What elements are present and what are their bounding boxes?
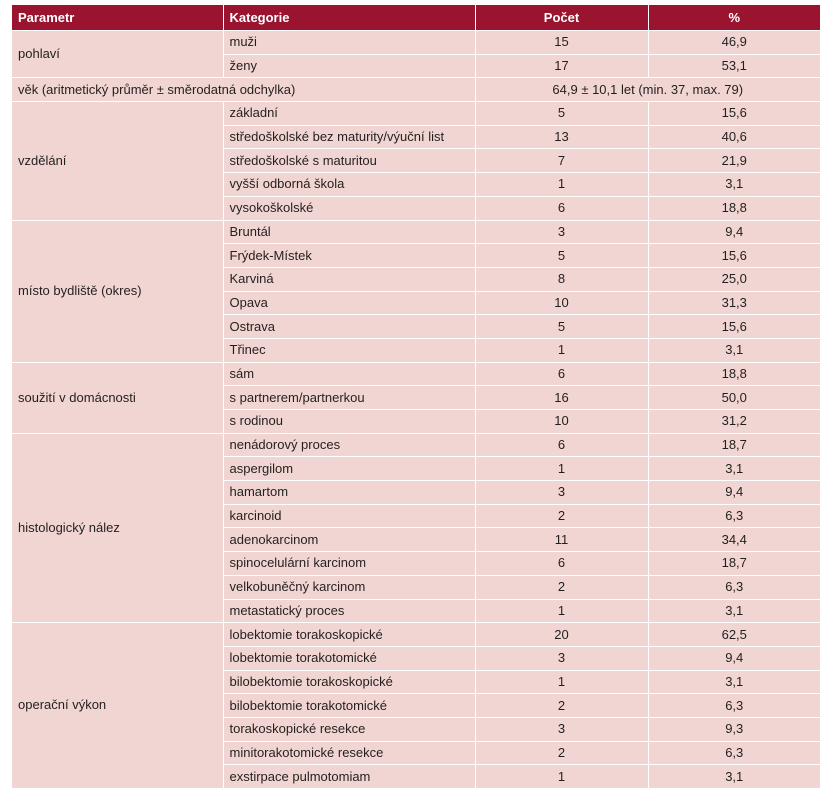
category-cell: metastatický proces [223,599,475,623]
category-cell: Opava [223,291,475,315]
table-body [12,31,820,789]
category-cell: Bruntál [223,220,475,244]
count-cell: 6 [475,362,648,386]
count-cell: 13 [475,125,648,149]
category-cell: Ostrava [223,315,475,339]
percent-cell: 6,3 [648,694,820,718]
percent-cell: 15,6 [648,315,820,339]
count-cell: 5 [475,244,648,268]
parameter-cell: histologický nález [12,433,223,623]
category-cell: Frýdek-Místek [223,244,475,268]
table-row [12,362,820,386]
count-cell: 3 [475,220,648,244]
parameter-cell: pohlaví [12,31,223,78]
percent-cell: 25,0 [648,267,820,291]
count-cell: 8 [475,267,648,291]
count-cell: 3 [475,646,648,670]
percent-cell: 9,4 [648,646,820,670]
percent-cell: 3,1 [648,457,820,481]
percent-cell: 18,8 [648,362,820,386]
count-cell: 6 [475,196,648,220]
count-cell: 7 [475,149,648,173]
count-cell: 1 [475,765,648,788]
percent-cell: 53,1 [648,54,820,78]
category-cell: s partnerem/partnerkou [223,386,475,410]
percent-cell: 18,7 [648,552,820,576]
percent-cell: 6,3 [648,575,820,599]
category-cell: spinocelulární karcinom [223,552,475,576]
table-row [12,220,820,244]
percent-cell: 31,2 [648,410,820,434]
category-cell: Karviná [223,267,475,291]
count-cell: 6 [475,552,648,576]
table-container [12,5,820,789]
parameter-cell: operační výkon [12,623,223,788]
parameter-cell: soužití v domácnosti [12,362,223,433]
percent-cell: 46,9 [648,31,820,55]
count-cell: 20 [475,623,648,647]
count-cell: 2 [475,741,648,765]
category-cell: lobektomie torakoskopické [223,623,475,647]
category-cell: s rodinou [223,410,475,434]
parameter-cell: věk (aritmetický průměr ± směrodatná odchylka) [12,78,475,102]
category-cell: nenádorový proces [223,433,475,457]
category-cell: ženy [223,54,475,78]
category-cell: Třinec [223,338,475,362]
category-cell: základní [223,102,475,126]
count-cell: 2 [475,575,648,599]
percent-cell: 40,6 [648,125,820,149]
percent-cell: 3,1 [648,670,820,694]
category-cell: bilobektomie torakotomické [223,694,475,718]
table-row [12,623,820,647]
header-percent: % [648,5,820,31]
category-cell: středoškolské s maturitou [223,149,475,173]
percent-cell: 21,9 [648,149,820,173]
percent-cell: 34,4 [648,528,820,552]
count-cell: 1 [475,670,648,694]
percent-cell: 15,6 [648,244,820,268]
count-cell: 11 [475,528,648,552]
category-cell: velkobuněčný karcinom [223,575,475,599]
table-row [12,31,820,55]
category-cell: minitorakotomické resekce [223,741,475,765]
count-cell: 1 [475,457,648,481]
percent-cell: 3,1 [648,173,820,197]
count-cell: 5 [475,315,648,339]
category-cell: bilobektomie torakoskopické [223,670,475,694]
count-cell: 15 [475,31,648,55]
count-cell: 16 [475,386,648,410]
header-parametr: Parametr [12,5,223,31]
count-cell: 2 [475,694,648,718]
category-cell: exstirpace pulmotomiam [223,765,475,788]
category-cell: vysokoškolské [223,196,475,220]
percent-cell: 18,8 [648,196,820,220]
category-cell: vyšší odborná škola [223,173,475,197]
table-row [12,433,820,457]
percent-cell: 6,3 [648,741,820,765]
header-row [12,5,820,31]
percent-cell: 9,4 [648,481,820,505]
category-cell: muži [223,31,475,55]
count-cell: 1 [475,599,648,623]
category-cell: hamartom [223,481,475,505]
percent-cell: 9,3 [648,717,820,741]
count-cell: 10 [475,291,648,315]
percent-cell: 9,4 [648,220,820,244]
count-cell: 10 [475,410,648,434]
count-cell: 2 [475,504,648,528]
demographics-table [12,5,820,789]
count-cell: 1 [475,338,648,362]
header-pocet: Počet [475,5,648,31]
category-cell: adenokarcinom [223,528,475,552]
table-row [12,102,820,126]
percent-cell: 3,1 [648,599,820,623]
percent-cell: 3,1 [648,765,820,788]
percent-cell: 15,6 [648,102,820,126]
category-cell: aspergilom [223,457,475,481]
percent-cell: 3,1 [648,338,820,362]
summary-cell: 64,9 ± 10,1 let (min. 37, max. 79) [475,78,820,102]
header-kategorie: Kategorie [223,5,475,31]
parameter-cell: vzdělání [12,102,223,220]
category-cell: středoškolské bez maturity/výuční list [223,125,475,149]
category-cell: karcinoid [223,504,475,528]
count-cell: 5 [475,102,648,126]
category-cell: torakoskopické resekce [223,717,475,741]
parameter-cell: místo bydliště (okres) [12,220,223,362]
category-cell: sám [223,362,475,386]
percent-cell: 6,3 [648,504,820,528]
table-row [12,78,820,102]
percent-cell: 18,7 [648,433,820,457]
count-cell: 6 [475,433,648,457]
count-cell: 3 [475,717,648,741]
count-cell: 3 [475,481,648,505]
percent-cell: 50,0 [648,386,820,410]
percent-cell: 31,3 [648,291,820,315]
category-cell: lobektomie torakotomické [223,646,475,670]
percent-cell: 62,5 [648,623,820,647]
table-header [12,5,820,31]
count-cell: 1 [475,173,648,197]
count-cell: 17 [475,54,648,78]
